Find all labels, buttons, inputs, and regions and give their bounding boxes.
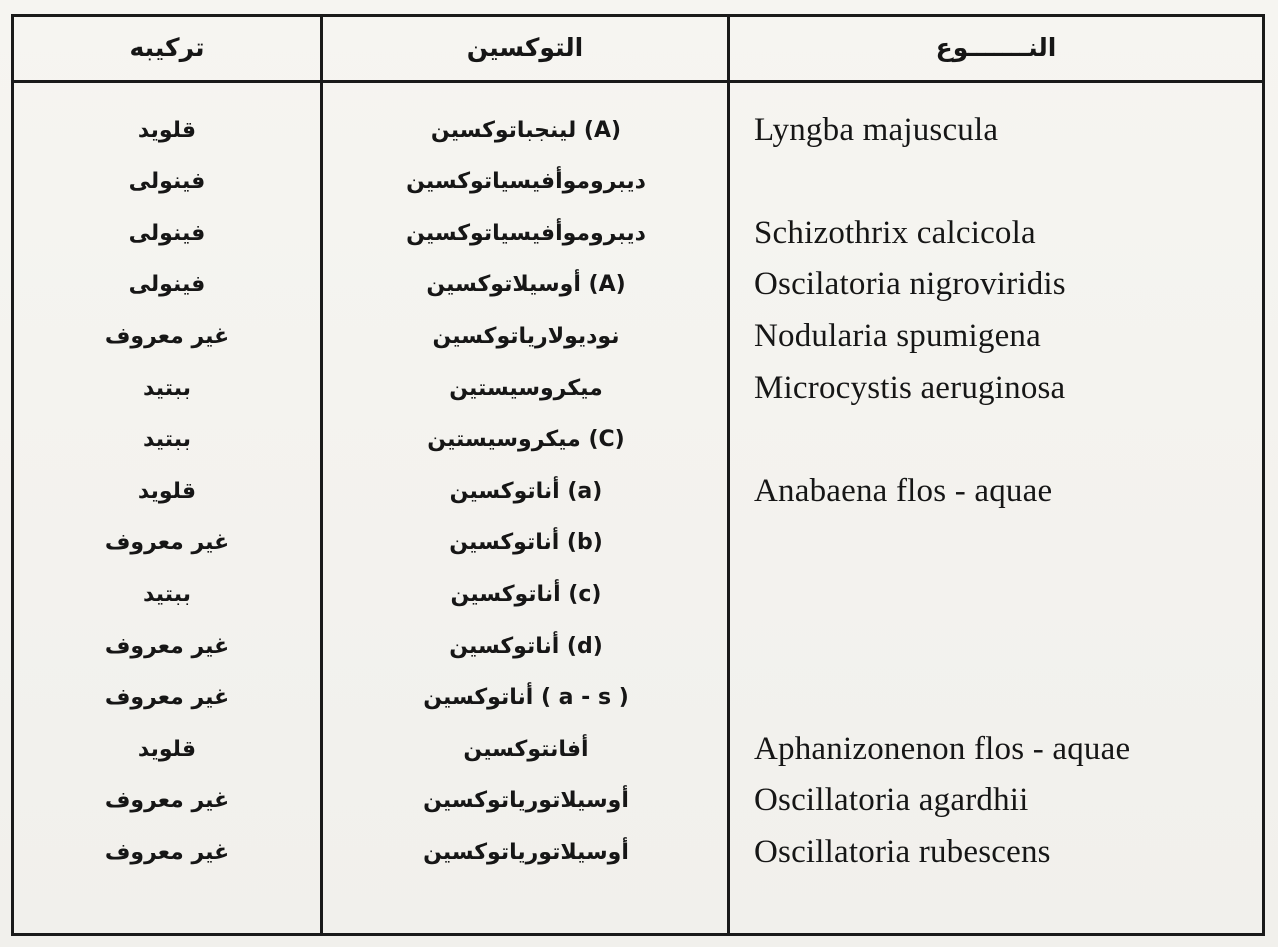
toxin-cell: ديبروموأفيسياتوكسين	[406, 220, 646, 246]
toxin-cell: أناتوكسين (c)	[450, 581, 602, 607]
species-cell: Oscillatoria agardhii	[754, 782, 1029, 819]
composition-cell: ببتيد	[143, 581, 191, 607]
species-cell: Lyngba majuscula	[754, 111, 999, 148]
toxin-cell: أناتوكسين (b)	[449, 530, 603, 556]
composition-cell: ببتيد	[143, 375, 191, 401]
toxin-cell: أوسيلاتورياتوكسين	[423, 788, 629, 814]
toxin-cell: أفانتوكسين	[463, 736, 589, 762]
table-row	[14, 361, 1262, 415]
toxin-cell: أناتوكسين (a)	[449, 478, 603, 504]
header-divider	[11, 80, 1265, 83]
table-row	[14, 464, 1262, 518]
table-row	[14, 413, 1262, 467]
species-cell	[754, 155, 1254, 209]
table-row	[14, 671, 1262, 725]
toxin-cell: ميكروسيستين	[449, 375, 603, 401]
toxin-cell: أوسيلاتورياتوكسين	[423, 839, 629, 865]
table-row	[14, 825, 1262, 879]
toxin-cell: نوديولارياتوكسين	[432, 323, 620, 349]
composition-cell: فينولى	[128, 169, 206, 195]
table-row	[14, 516, 1262, 570]
species-cell: Oscilatoria nigroviridis	[754, 266, 1066, 303]
table-row	[14, 103, 1262, 157]
header-toxin: التوكسين	[466, 32, 584, 62]
species-cell: Schizothrix calcicola	[754, 214, 1036, 251]
table-row	[14, 774, 1262, 828]
header-composition: تركيبه	[129, 32, 205, 62]
species-cell: Oscillatoria rubescens	[754, 833, 1051, 870]
composition-cell: غير معروف	[104, 530, 230, 556]
toxin-cell: ديبروموأفيسياتوكسين	[406, 169, 646, 195]
table-row	[14, 155, 1262, 209]
composition-cell: غير معروف	[104, 839, 230, 865]
table-row	[14, 206, 1262, 260]
composition-cell: غير معروف	[104, 633, 230, 659]
species-cell: Aphanizonenon flos - aquae	[754, 730, 1131, 767]
species-cell: Microcystis aeruginosa	[754, 369, 1066, 406]
composition-cell: فينولى	[128, 272, 206, 298]
table-row	[14, 258, 1262, 312]
toxin-cell: ميكروسيستين (C)	[427, 427, 625, 453]
species-cell	[754, 413, 1254, 467]
species-cell: Anabaena flos - aquae	[754, 472, 1053, 509]
composition-cell: غير معروف	[104, 788, 230, 814]
table-row	[14, 722, 1262, 776]
species-cell	[754, 619, 1254, 673]
composition-cell: غير معروف	[104, 685, 230, 711]
toxin-cell: لينجباتوكسين (A)	[430, 117, 622, 143]
species-cell: Nodularia spumigena	[754, 317, 1041, 354]
species-cell	[754, 567, 1254, 621]
toxin-cell: أناتوكسين (d)	[449, 633, 603, 659]
composition-cell: فينولى	[128, 220, 206, 246]
toxin-cell: أناتوكسين ( a - s )	[423, 685, 629, 711]
species-cell	[754, 671, 1254, 725]
table-row	[14, 567, 1262, 621]
composition-cell: غير معروف	[104, 323, 230, 349]
composition-cell: قلويد	[137, 478, 197, 504]
table-row	[14, 619, 1262, 673]
header-species: النـــــــوع	[935, 32, 1057, 62]
composition-cell: قلويد	[137, 117, 197, 143]
composition-cell: قلويد	[137, 736, 197, 762]
composition-cell: ببتيد	[143, 427, 191, 453]
table-row	[14, 309, 1262, 363]
species-cell	[754, 516, 1254, 570]
toxin-cell: أوسيلاتوكسين (A)	[426, 272, 626, 298]
